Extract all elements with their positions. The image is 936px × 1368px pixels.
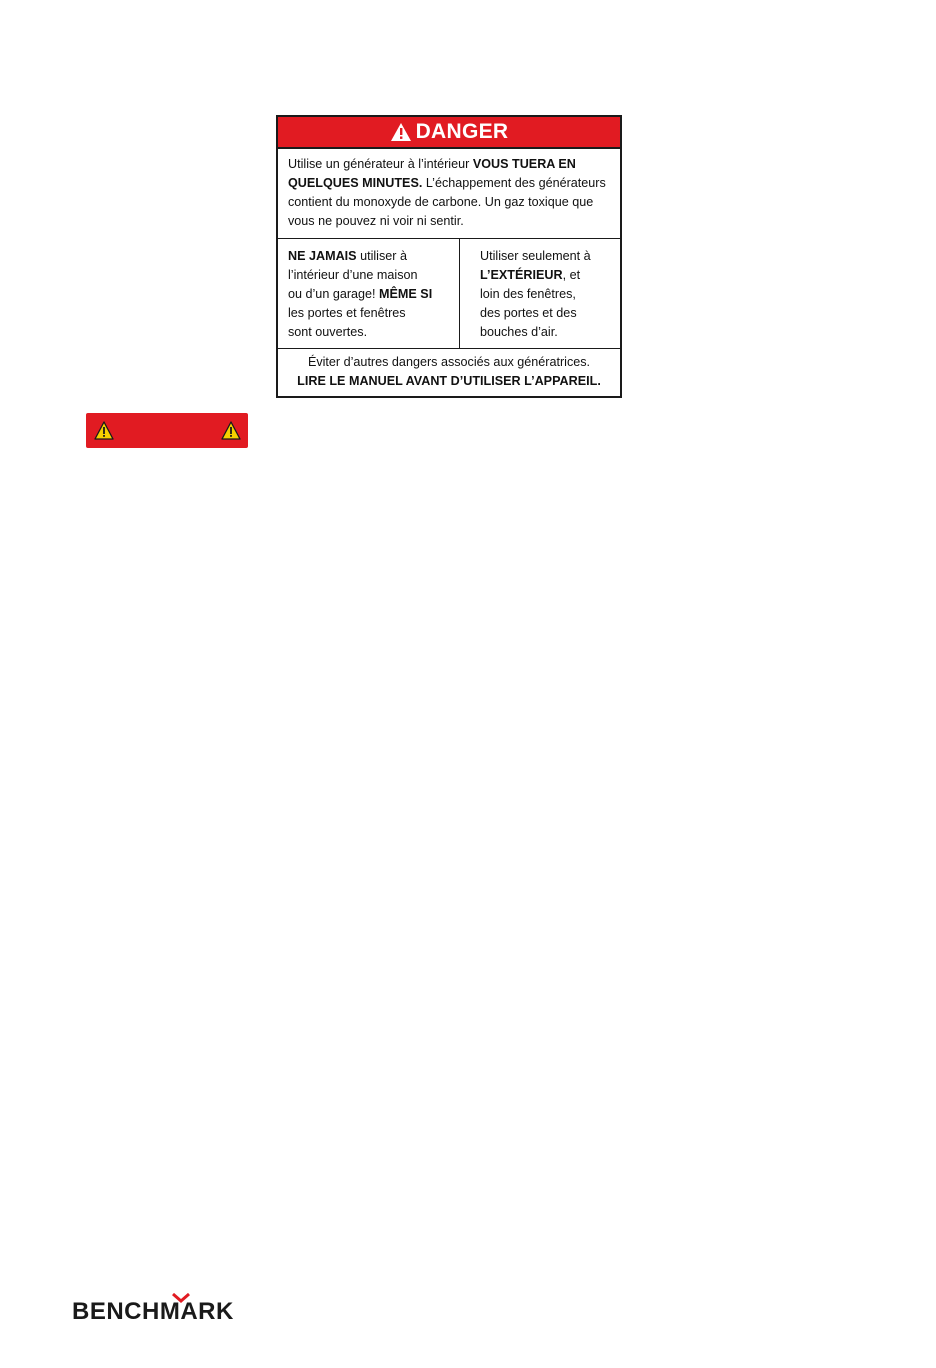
column-line: bouches d’air. bbox=[480, 325, 558, 339]
read-manual-text: LIRE LE MANUEL AVANT D’UTILISER L’APPAREIL. bbox=[297, 374, 601, 388]
instruction-columns bbox=[278, 239, 620, 349]
column-line: Utiliser seulement à bbox=[480, 249, 591, 263]
column-line: sont ouvertes. bbox=[288, 325, 368, 339]
warning-triangle-icon bbox=[221, 421, 241, 445]
intro-line: vous ne pouvez ni voir ni sentir. bbox=[288, 214, 464, 228]
danger-label bbox=[276, 115, 622, 398]
never-indoors-column bbox=[278, 239, 460, 348]
intro-line: L’échappement des générateurs bbox=[422, 176, 606, 190]
footer-line: Éviter d’autres dangers associés aux génératrices. bbox=[307, 355, 591, 369]
column-line: utiliser à bbox=[356, 249, 407, 263]
column-line: les portes et fenêtres bbox=[288, 306, 406, 320]
warning-triangle-icon bbox=[390, 122, 412, 142]
danger-badge bbox=[86, 413, 248, 448]
benchmark-logo bbox=[72, 1290, 272, 1326]
outdoors-emphasis: L’EXTÉRIEUR bbox=[480, 268, 563, 282]
column-line: loin des fenêtres, bbox=[480, 287, 576, 301]
logo-text: BENCHMARK bbox=[72, 1298, 234, 1325]
label-footer bbox=[278, 349, 620, 391]
outdoors-only-column bbox=[460, 239, 620, 348]
intro-emphasis: VOUS TUERA EN bbox=[472, 157, 576, 171]
intro-text bbox=[278, 149, 620, 239]
warning-triangle-icon bbox=[94, 421, 114, 445]
column-line: des portes et des bbox=[480, 306, 577, 320]
never-emphasis: NE JAMAIS bbox=[288, 249, 357, 263]
even-if-emphasis: MÊME SI bbox=[379, 287, 433, 301]
intro-emphasis: QUELQUES MINUTES. bbox=[288, 176, 423, 190]
column-line: ou d’un garage! bbox=[288, 287, 380, 301]
column-line: , et bbox=[562, 268, 581, 282]
column-line: l’intérieur d’une maison bbox=[288, 268, 418, 282]
danger-title: DANGER bbox=[415, 120, 509, 143]
intro-line: contient du monoxyde de carbone. Un gaz toxique que bbox=[288, 195, 594, 209]
danger-header bbox=[278, 117, 620, 149]
intro-line: Utilise un générateur à l’intérieur bbox=[288, 157, 473, 171]
